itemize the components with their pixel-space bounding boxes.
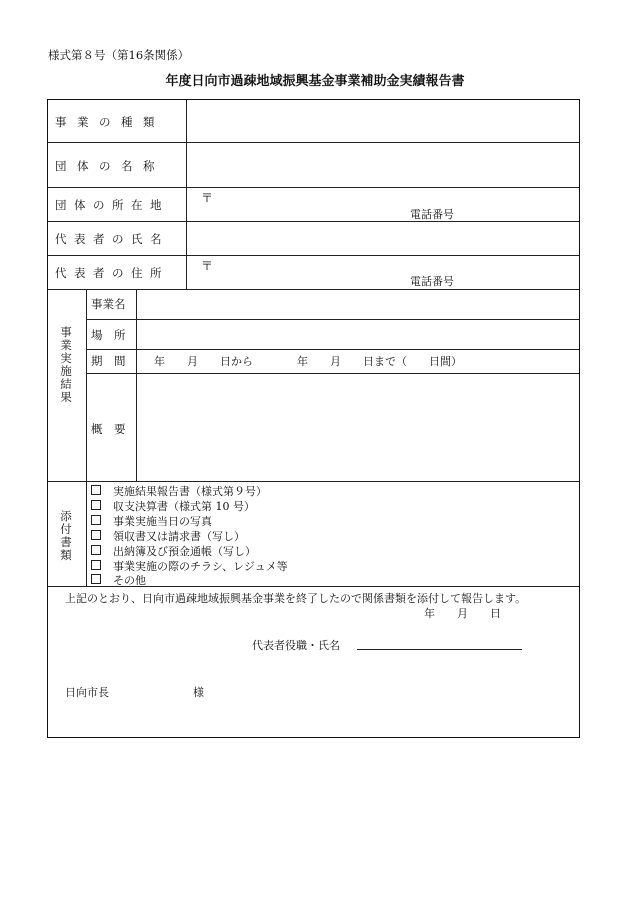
page-title: 年度日向市過疎地域振興基金事業補助金実績報告書 [165,74,465,89]
attachment-item-label: 出納簿及び預金通帳（写し） [113,545,256,558]
attachment-item [91,572,146,588]
label-business-type: 事業の種類 [55,115,165,129]
row-divider [48,255,579,256]
checkbox-icon[interactable] [91,515,101,525]
row-divider [48,187,579,188]
attachment-item [91,483,267,499]
column-divider [86,289,87,586]
checkbox-icon[interactable] [91,560,101,570]
label-rep-address: 代表者の住所 [55,266,169,280]
section-label-char: 類 [60,548,72,562]
signature-line[interactable] [357,649,522,650]
section-label-results [59,326,73,404]
checkbox-icon[interactable] [91,530,101,540]
section-label-char: 書 [60,535,72,549]
section-label-attachments [59,510,73,562]
section-label-char: 結 [60,377,72,391]
period-text: 年 月 日から 年 月 日まで（ 日間） [154,355,462,368]
attachment-item-label: 事業実施当日の写真 [113,515,212,528]
row-divider [86,373,579,374]
row-divider [86,319,579,320]
postal-mark: 〒 [201,259,214,273]
row-divider [48,221,579,222]
section-label-char: 業 [60,338,72,352]
attachment-item-label: その他 [113,574,146,587]
phone-label: 電話番号 [410,275,454,288]
attachment-item [91,528,245,544]
label-summary: 概 要 [91,422,126,436]
section-label-char: 事 [60,325,72,339]
report-date: 年 月 日 [424,607,501,620]
row-divider [48,289,579,290]
attachment-item-label: 収支決算書（様式第 10 号） [113,500,255,513]
attachment-item [91,498,255,514]
section-label-char: 添 [60,509,72,523]
column-divider [136,289,137,481]
report-statement: 上記のとおり、日向市過疎地域振興基金事業を終了したので関係書類を添付して報告します。 [65,592,527,605]
checkbox-icon[interactable] [91,500,101,510]
section-label-char: 実 [60,351,72,365]
checkbox-icon[interactable] [91,574,101,584]
checkbox-icon[interactable] [91,485,101,495]
form-number: 様式第８号（第16条関係） [48,48,190,62]
section-label-char: 施 [60,364,72,378]
attachment-item [91,543,256,559]
attachment-item-label: 領収書又は請求書（写し） [113,530,245,543]
label-org-address: 団体の所在地 [55,198,169,212]
label-project-name: 事業名 [91,297,126,311]
attachment-item-label: 実施結果報告書（様式第９号） [113,485,267,498]
section-label-char: 果 [60,390,72,404]
postal-mark: 〒 [201,191,214,205]
label-period: 期 間 [91,354,126,368]
row-divider [48,142,579,143]
signer-label: 代表者役職・氏名 [252,639,340,652]
label-place: 場 所 [91,328,126,342]
row-divider [48,481,579,482]
section-label-char: 付 [60,522,72,536]
row-divider [86,349,579,350]
attachment-item-label: 事業実施の際のチラシ、レジュメ等 [113,560,288,573]
addressee: 日向市長 [65,686,109,699]
label-org-name: 団体の名称 [55,159,165,173]
label-rep-name: 代表者の氏名 [55,232,169,246]
attachment-item [91,513,212,529]
phone-label: 電話番号 [410,208,454,221]
checkbox-icon[interactable] [91,545,101,555]
column-divider [186,100,187,289]
honorific: 様 [193,686,204,699]
